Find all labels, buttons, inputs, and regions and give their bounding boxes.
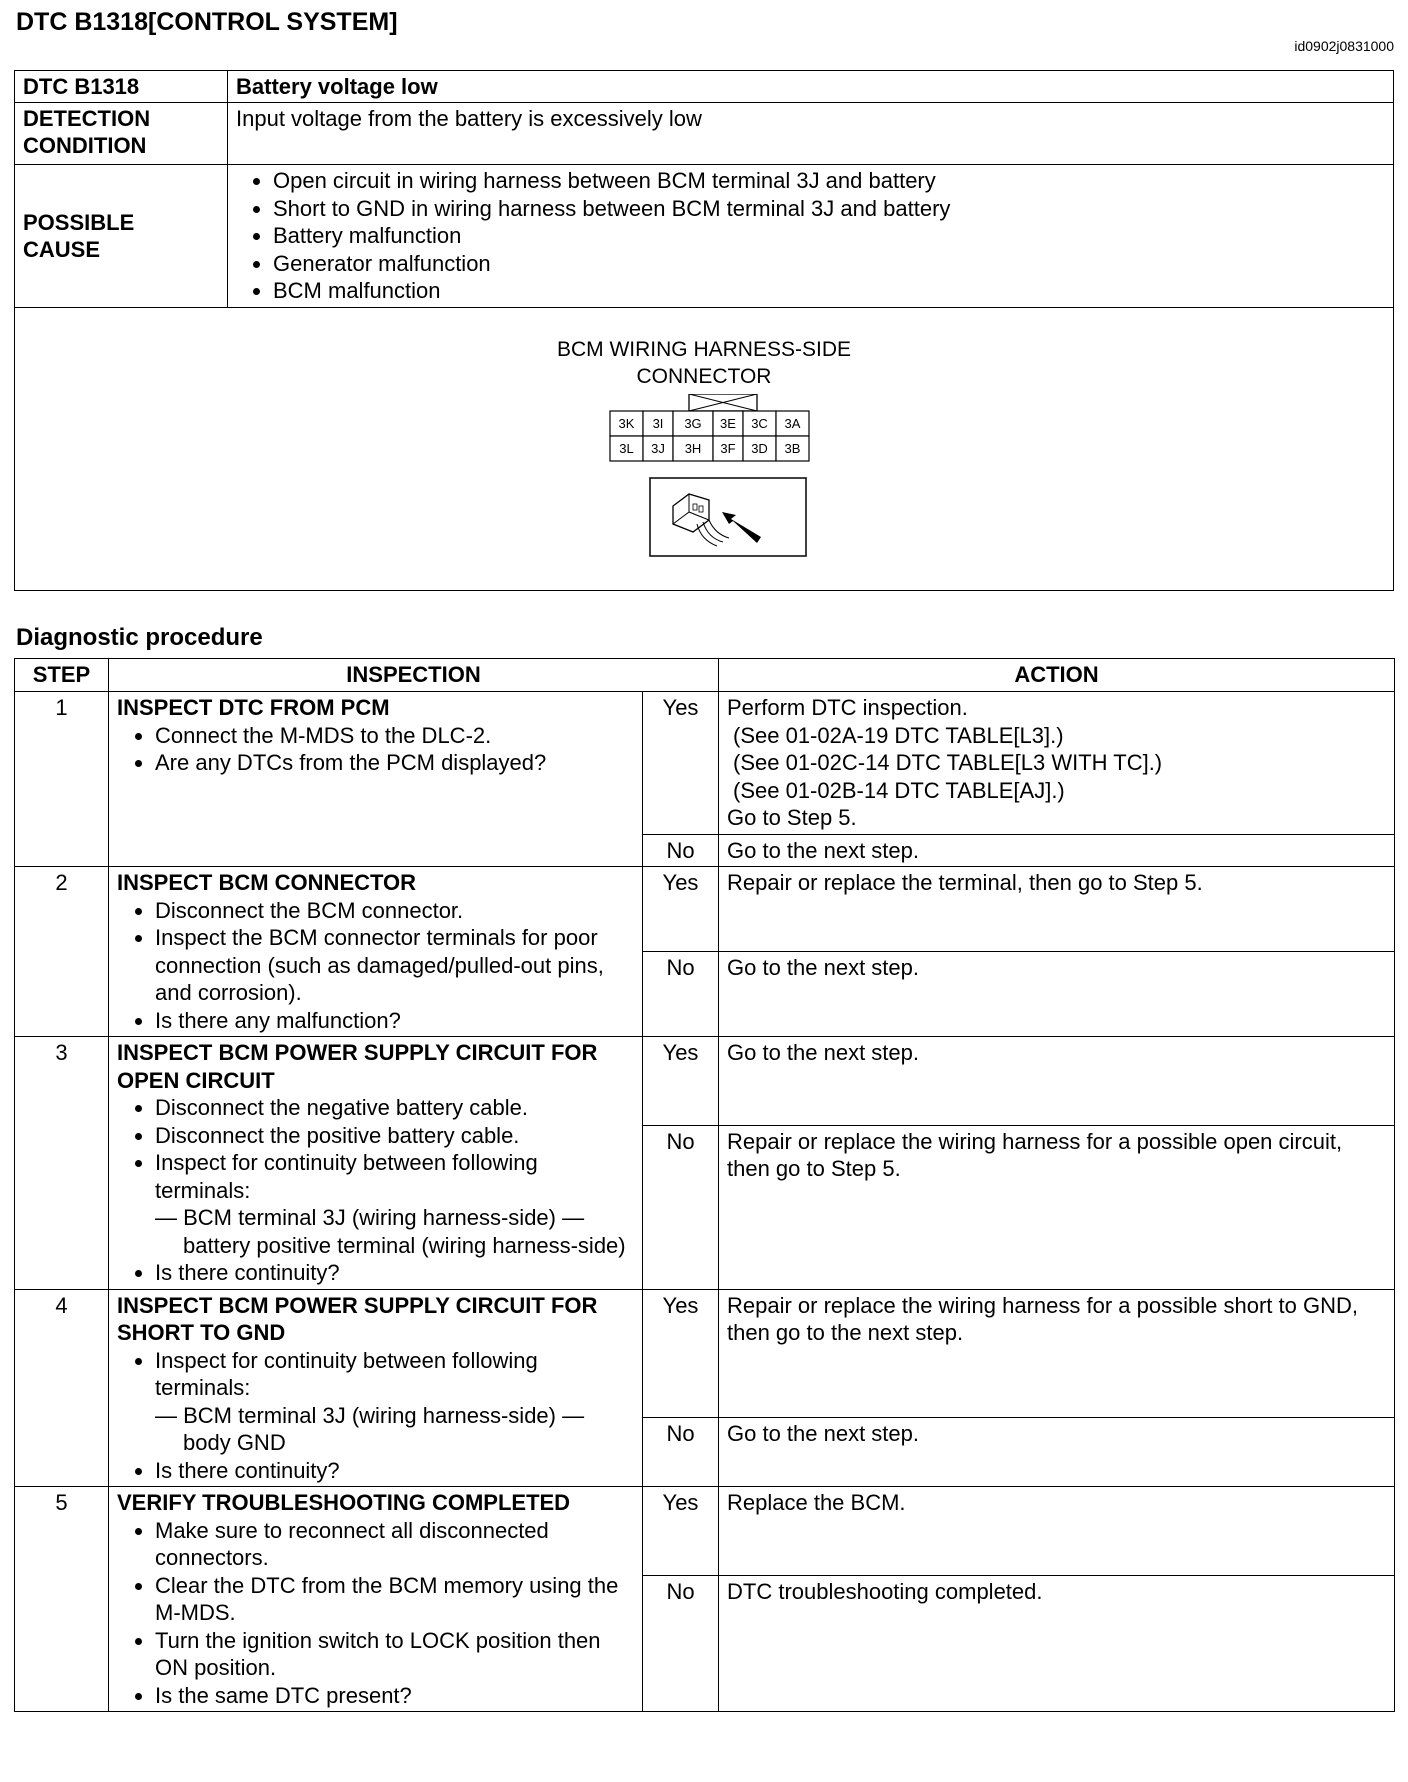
step-2-yes-action: Repair or replace the terminal, then go to Step 5. <box>719 867 1395 952</box>
inspection-bullet: • Inspect for continuity between following terminals: <box>155 1149 634 1204</box>
inspection-bullet: • Is there any malfunction? <box>155 1007 634 1035</box>
inspection-bullet: • Connect the M-MDS to the DLC-2. <box>155 722 634 750</box>
step-number: 5 <box>15 1487 109 1712</box>
inspection-bullets <box>117 1457 634 1485</box>
no-label: No <box>643 952 719 1037</box>
inspection-title: VERIFY TROUBLESHOOTING COMPLETED <box>117 1490 571 1515</box>
terminal-pair-wrapper <box>117 1204 634 1259</box>
terminal-label: 3G <box>684 415 702 431</box>
inspection-bullet: • Inspect for continuity between following terminals: <box>155 1347 634 1402</box>
dtc-description: Battery voltage low <box>228 71 1394 103</box>
terminal-pair: — BCM terminal 3J (wiring harness-side) — body GND <box>155 1402 585 1455</box>
connector-figure-cell <box>15 307 1394 590</box>
inspection-title: INSPECT DTC FROM PCM <box>117 695 390 720</box>
cause-item: • Battery malfunction <box>273 222 1385 250</box>
step-1-yes-row <box>15 692 1395 835</box>
cause-item: • Open circuit in wiring harness between BCM terminal 3J and battery <box>273 167 1385 195</box>
action-line: Perform DTC inspection. <box>727 695 968 720</box>
step-2-yes-row <box>15 867 1395 952</box>
terminal-label: 3F <box>720 440 736 456</box>
step-1-inspection <box>109 692 643 867</box>
inspection-bullet: • Inspect the BCM connector terminals for poor connection (such as damaged/pulled-out pins, and corrosion). <box>155 924 634 1007</box>
inspection-bullet: • Disconnect the negative battery cable. <box>155 1094 634 1122</box>
connector-view-icon <box>673 494 761 546</box>
procedure-header-row <box>15 659 1395 692</box>
action-line: (See 01-02C-14 DTC TABLE[L3 WITH TC].) <box>733 750 1163 775</box>
detection-row <box>15 103 1394 165</box>
step-3-inspection <box>109 1037 643 1290</box>
possible-cause-row <box>15 165 1394 308</box>
inspection-bullets <box>117 1094 634 1204</box>
detection-value: Input voltage from the battery is excessively low <box>228 103 1394 165</box>
action-line: (See 01-02B-14 DTC TABLE[AJ].) <box>733 777 1065 803</box>
action-line: Go to Step 5. <box>727 805 857 830</box>
step-3-yes-action: Go to the next step. <box>719 1037 1395 1126</box>
inspection-title: INSPECT BCM POWER SUPPLY CIRCUIT FOR SHORT TO GND <box>117 1292 598 1345</box>
inspection-bullets <box>117 722 634 777</box>
step-1-yes-action <box>719 692 1395 835</box>
page-title: DTC B1318[CONTROL SYSTEM] <box>16 8 398 36</box>
dtc-label: DTC B1318 <box>15 71 228 103</box>
detection-label-line-1: DETECTION <box>23 106 151 131</box>
terminal-label: 3I <box>652 415 664 431</box>
inspection-bullets <box>117 1517 634 1710</box>
step-number: 4 <box>15 1289 109 1487</box>
yes-label: Yes <box>643 692 719 835</box>
yes-label: Yes <box>643 867 719 952</box>
no-label: No <box>643 1576 719 1712</box>
detection-label-line-2: CONDITION <box>23 133 147 158</box>
inspection-bullet: • Make sure to reconnect all disconnected connectors. <box>155 1517 634 1572</box>
section-title-diagnostic-procedure: Diagnostic procedure <box>16 624 263 651</box>
terminal-grid <box>610 411 809 461</box>
inspection-bullet: • Is the same DTC present? <box>155 1682 634 1710</box>
terminal-label: 3J <box>651 440 665 456</box>
step-1-no-action: Go to the next step. <box>719 834 1395 867</box>
inspection-bullet: • Is there continuity? <box>155 1259 634 1287</box>
inspection-bullet: • Disconnect the positive battery cable. <box>155 1122 634 1150</box>
inspection-bullet: • Disconnect the BCM connector. <box>155 897 634 925</box>
no-label: No <box>643 834 719 867</box>
terminal-label: 3H <box>684 440 702 456</box>
figure-row <box>15 307 1394 590</box>
step-2-inspection <box>109 867 643 1037</box>
inspection-bullet: • Is there continuity? <box>155 1457 634 1485</box>
step-4-inspection <box>109 1289 643 1487</box>
step-5-no-action: DTC troubleshooting completed. <box>719 1576 1395 1712</box>
step-5-yes-row <box>15 1487 1395 1576</box>
terminal-label: 3L <box>619 440 634 456</box>
terminal-pair-wrapper <box>117 1402 634 1457</box>
document-id: id0902j0831000 <box>1294 38 1394 54</box>
terminal-label: 3D <box>751 440 768 456</box>
cause-label-line-2: CAUSE <box>23 236 101 262</box>
possible-cause-list <box>236 167 1385 305</box>
detection-label <box>15 103 228 165</box>
possible-cause-label <box>15 165 228 308</box>
column-header-inspection: INSPECTION <box>109 659 719 692</box>
column-header-step: STEP <box>15 659 109 692</box>
step-5-yes-action: Replace the BCM. <box>719 1487 1395 1576</box>
step-2-no-action: Go to the next step. <box>719 952 1395 1037</box>
terminal-label: 3K <box>618 415 635 431</box>
step-4-no-action: Go to the next step. <box>719 1417 1395 1486</box>
inspection-bullets <box>117 897 634 1035</box>
figure-caption-line-2: CONNECTOR <box>636 364 772 388</box>
inspection-bullets <box>117 1347 634 1402</box>
step-4-yes-row <box>15 1289 1395 1417</box>
step-number: 3 <box>15 1037 109 1290</box>
dtc-summary-table <box>14 70 1394 591</box>
column-header-action: ACTION <box>719 659 1395 692</box>
inspection-bullet: • Are any DTCs from the PCM displayed? <box>155 749 634 777</box>
step-number: 1 <box>15 692 109 867</box>
terminal-label: 3E <box>720 415 736 431</box>
yes-label: Yes <box>643 1487 719 1576</box>
inspection-bullet: • Turn the ignition switch to LOCK position then ON position. <box>155 1627 634 1682</box>
inspection-bullet: • Clear the DTC from the BCM memory using the M-MDS. <box>155 1572 634 1627</box>
terminal-label: 3B <box>784 440 801 456</box>
step-4-yes-action: Repair or replace the wiring harness for a possible short to GND, then go to the next step. <box>719 1289 1395 1417</box>
yes-label: Yes <box>643 1289 719 1417</box>
possible-cause-list-cell <box>228 165 1394 308</box>
diagnostic-procedure-table <box>14 658 1395 1712</box>
connector-figure-caption <box>15 336 1393 390</box>
step-5-inspection <box>109 1487 643 1712</box>
step-3-yes-row <box>15 1037 1395 1126</box>
terminal-label: 3C <box>751 415 768 431</box>
inspection-title: INSPECT BCM CONNECTOR <box>117 870 417 895</box>
yes-label: Yes <box>643 1037 719 1126</box>
connector-diagram <box>605 394 825 574</box>
action-line: (See 01-02A-19 DTC TABLE[L3].) <box>733 722 1064 748</box>
cause-item: • Generator malfunction <box>273 250 1385 278</box>
cause-item: • Short to GND in wiring harness between BCM terminal 3J and battery <box>273 195 1385 223</box>
step-3-no-action: Repair or replace the wiring harness for a possible open circuit, then go to Step 5. <box>719 1125 1395 1289</box>
dtc-row <box>15 71 1394 103</box>
no-label: No <box>643 1125 719 1289</box>
inspection-title: INSPECT BCM POWER SUPPLY CIRCUIT FOR OPEN CIRCUIT <box>117 1040 598 1093</box>
terminal-label: 3A <box>784 415 801 431</box>
inspection-bullets <box>117 1259 634 1287</box>
no-label: No <box>643 1417 719 1486</box>
figure-caption-line-1: BCM WIRING HARNESS-SIDE <box>556 337 852 361</box>
terminal-pair: — BCM terminal 3J (wiring harness-side) — battery positive terminal (wiring harness-side) <box>155 1205 626 1258</box>
cause-item: • BCM malfunction <box>273 277 1385 305</box>
cause-label-line-1: POSSIBLE <box>23 209 135 235</box>
step-number: 2 <box>15 867 109 1037</box>
